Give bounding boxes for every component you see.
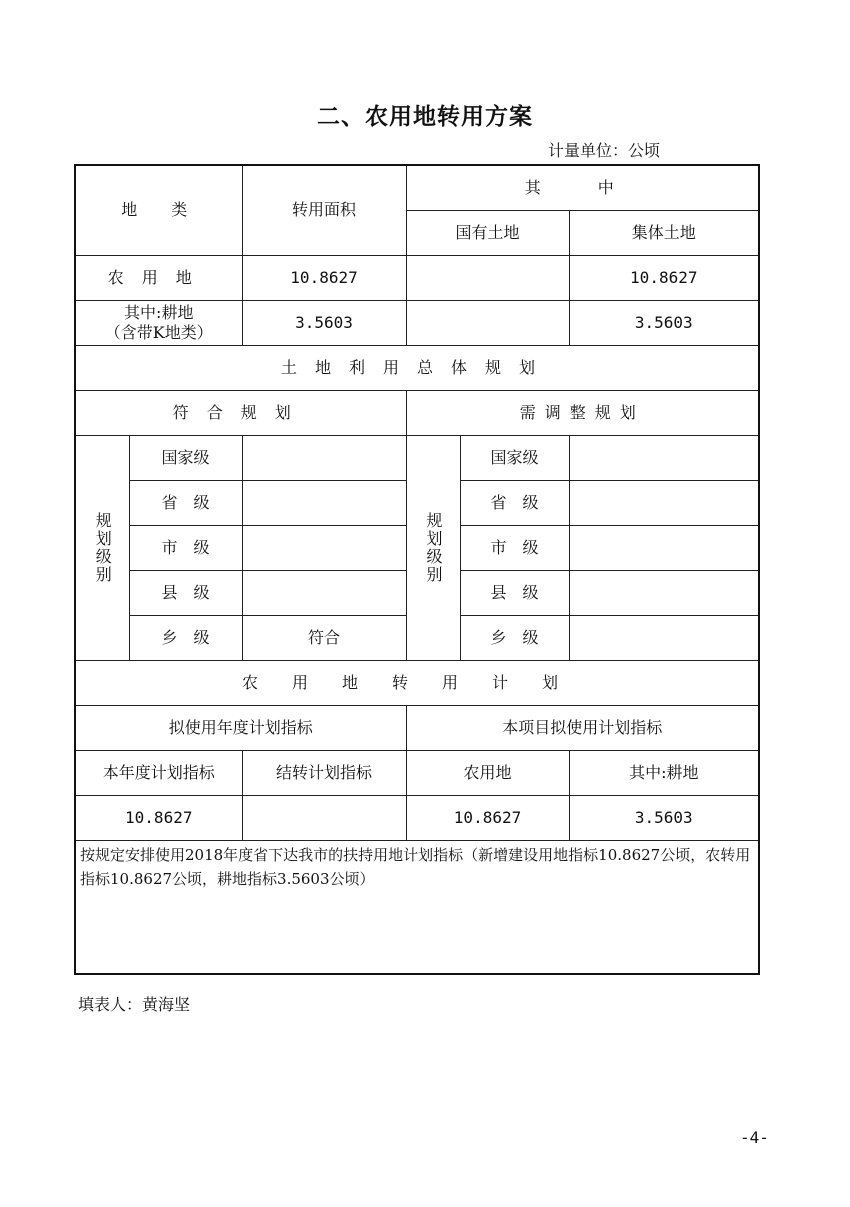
row-cultivated-label-line2: （含带K地类）: [104, 322, 213, 342]
adjust-national-value: [569, 435, 759, 480]
planning-heading: 土地利用总体规划: [75, 345, 759, 390]
remarks-note: 按规定安排使用2018年度省下达我市的扶持用地计划指标（新增建设用地指标10.8627公顷，农转用指标10.8627公顷，耕地指标3.5603公顷）: [75, 840, 759, 974]
conform-township-value: 符合: [242, 615, 406, 660]
planning-conform: 符合规划: [75, 390, 406, 435]
row-cultivated-state: [406, 300, 569, 345]
agri-land-indicator-label: 农用地: [406, 750, 569, 795]
header-of-which: 其 中: [406, 165, 759, 210]
level-national-left: 国家级: [129, 435, 242, 480]
measurement-unit: 计量单位：公顷: [548, 141, 661, 160]
row-cultivated-label-line1: 其中:耕地: [124, 302, 194, 322]
adjust-province-value: [569, 480, 759, 525]
conform-national-value: [242, 435, 406, 480]
adjust-township-value: [569, 615, 759, 660]
level-township-right: 乡 级: [460, 615, 569, 660]
this-year-indicator-value: 10.8627: [75, 795, 242, 840]
level-national-right: 国家级: [460, 435, 569, 480]
adjust-county-value: [569, 570, 759, 615]
level-city-left: 市 级: [129, 525, 242, 570]
header-state-owned: 国有土地: [406, 210, 569, 255]
header-land-type: 地 类: [75, 165, 242, 255]
land-conversion-table: [74, 164, 760, 975]
conversion-plan-heading: 农用地转用计划: [75, 660, 759, 705]
header-collective: 集体土地: [569, 210, 759, 255]
form-filler: 填表人：黄海坚: [78, 995, 191, 1014]
row-cultivated-collective: 3.5603: [569, 300, 759, 345]
level-county-left: 县 级: [129, 570, 242, 615]
row-agri-state: [406, 255, 569, 300]
conform-city-value: [242, 525, 406, 570]
level-county-right: 县 级: [460, 570, 569, 615]
level-province-left: 省 级: [129, 480, 242, 525]
planning-adjust: 需调整规划: [406, 390, 759, 435]
page-title: 二、农用地转用方案: [317, 104, 533, 130]
project-indicator-heading: 本项目拟使用计划指标: [406, 705, 759, 750]
conform-province-value: [242, 480, 406, 525]
carry-over-indicator-label: 结转计划指标: [242, 750, 406, 795]
cultivated-indicator-value: 3.5603: [569, 795, 759, 840]
planning-level-label-left: 规划级别: [75, 435, 129, 660]
row-cultivated-label: [75, 300, 242, 345]
row-agri-area: 10.8627: [242, 255, 406, 300]
conform-county-value: [242, 570, 406, 615]
page-number: -4-: [740, 1128, 769, 1147]
level-city-right: 市 级: [460, 525, 569, 570]
row-agri-label: 农用地: [75, 255, 242, 300]
row-cultivated-area: 3.5603: [242, 300, 406, 345]
level-province-right: 省 级: [460, 480, 569, 525]
level-township-left: 乡 级: [129, 615, 242, 660]
annual-indicator-heading: 拟使用年度计划指标: [75, 705, 406, 750]
planning-level-label-right: 规划级别: [406, 435, 460, 660]
adjust-city-value: [569, 525, 759, 570]
header-converted-area: 转用面积: [242, 165, 406, 255]
agri-land-indicator-value: 10.8627: [406, 795, 569, 840]
cultivated-indicator-label: 其中:耕地: [569, 750, 759, 795]
this-year-indicator-label: 本年度计划指标: [75, 750, 242, 795]
carry-over-indicator-value: [242, 795, 406, 840]
row-agri-collective: 10.8627: [569, 255, 759, 300]
